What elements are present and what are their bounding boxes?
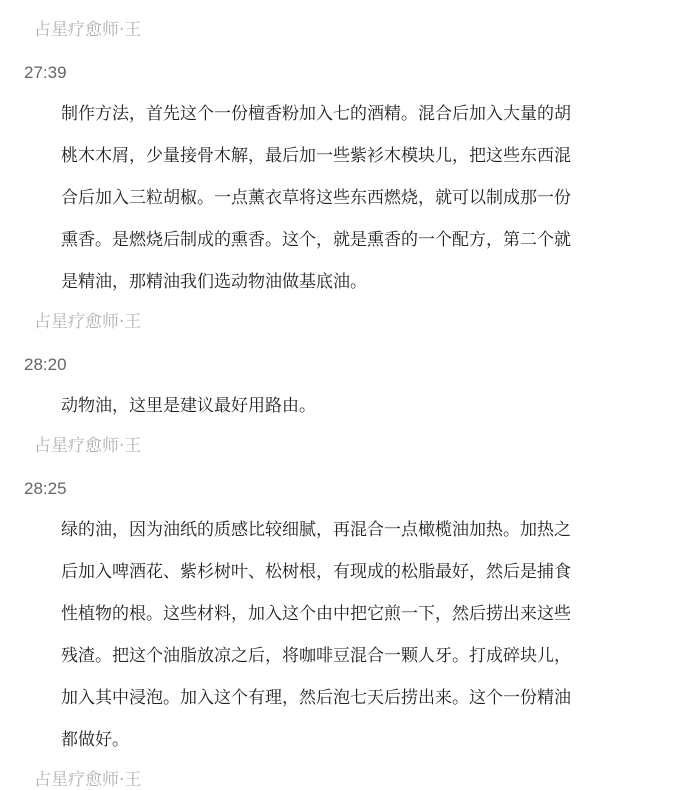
speaker-name: 占星疗愈师·王: [34, 436, 142, 456]
timestamp: 28:25: [24, 479, 67, 498]
transcript-line: 性植物的根。这些材料，加入这个由中把它煎一下，然后捞出来这些: [61, 604, 571, 624]
timestamp: 27:39: [24, 63, 67, 82]
transcript-line: 加入其中浸泡。加入这个有理，然后泡七天后捞出来。这个一份精油: [61, 688, 571, 708]
speaker-name: 占星疗愈师·王: [34, 312, 142, 332]
transcript-line: 后加入啤酒花、紫杉树叶、松树根，有现成的松脂最好，然后是捕食: [61, 562, 571, 582]
transcript-line: 绿的油，因为油纸的质感比较细腻，再混合一点橄榄油加热。加热之: [61, 520, 571, 540]
speaker-name: 占星疗愈师·王: [34, 770, 142, 790]
transcript-line: 熏香。是燃烧后制成的熏香。这个，就是熏香的一个配方，第二个就: [61, 230, 571, 250]
speaker-name: 占星疗愈师·王: [34, 20, 142, 40]
transcript-line: 是精油，那精油我们选动物油做基底油。: [61, 272, 367, 292]
transcript-line: 残渣。把这个油脂放凉之后，将咖啡豆混合一颗人牙。打成碎块儿，: [61, 646, 571, 666]
transcript-line: 都做好。: [61, 730, 129, 750]
transcript-line: 桃木木屑，少量接骨木解，最后加一些紫衫木模块儿，把这些东西混: [61, 146, 571, 166]
transcript-line: 动物油，这里是建议最好用路由。: [61, 396, 316, 416]
transcript-line: 制作方法，首先这个一份檀香粉加入七的酒精。混合后加入大量的胡: [61, 104, 571, 124]
transcript-line: 合后加入三粒胡椒。一点薰衣草将这些东西燃烧，就可以制成那一份: [61, 188, 571, 208]
timestamp: 28:20: [24, 355, 67, 374]
